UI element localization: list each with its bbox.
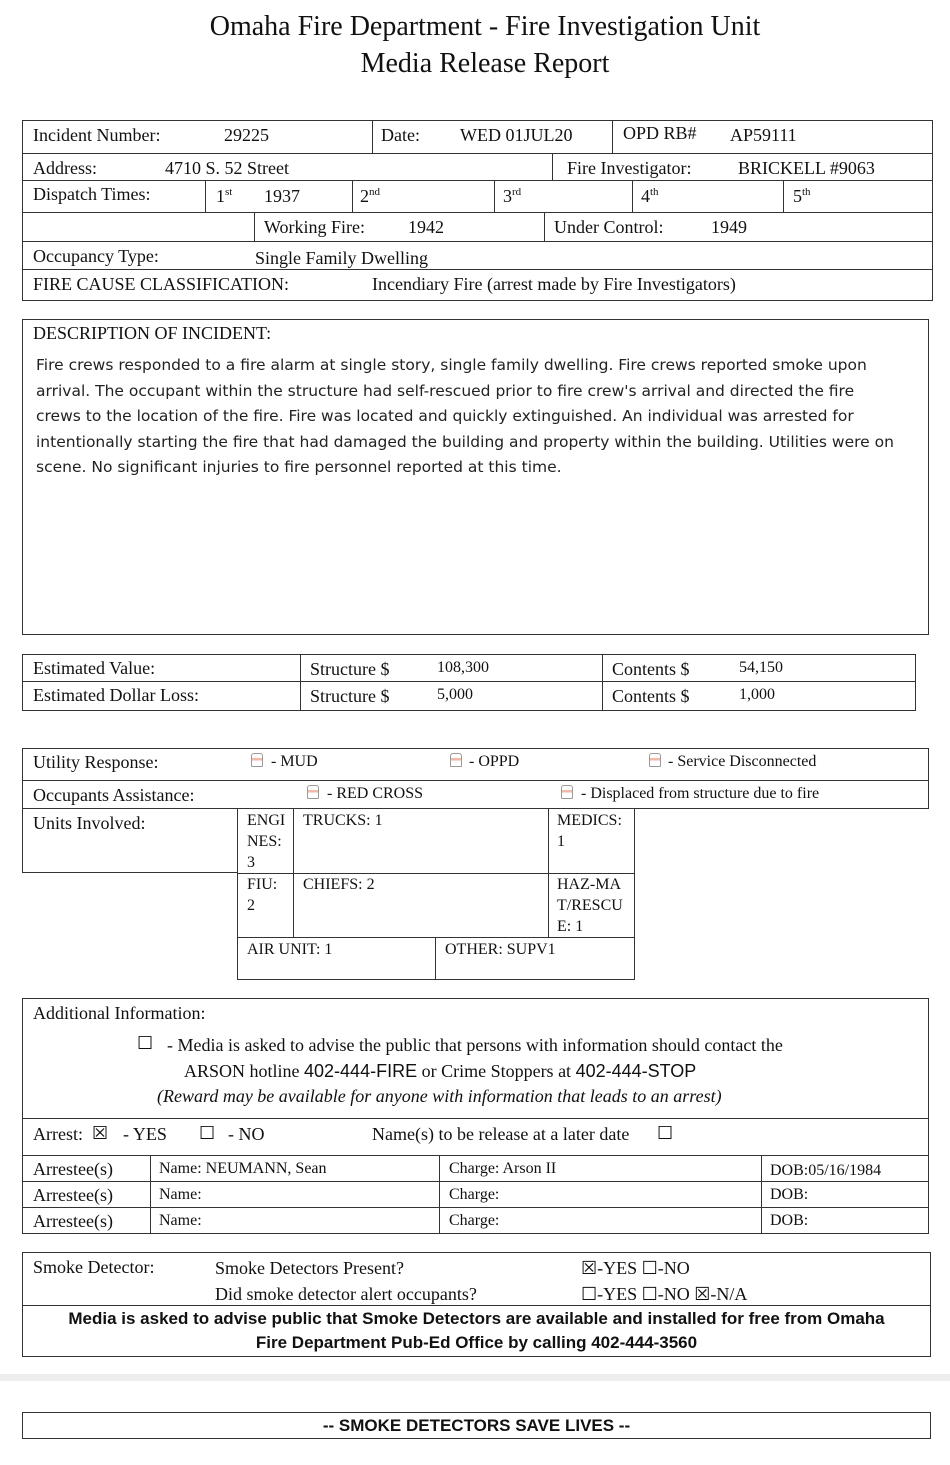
description-label: DESCRIPTION OF INCIDENT:	[33, 323, 272, 343]
detectors-present-answer[interactable]: ☒-YES ☐-NO	[581, 1258, 690, 1278]
air-unit-count: AIR UNIT: 1	[247, 941, 333, 958]
arrestee-2-dob: DOB:	[770, 1186, 809, 1203]
working-fire-label: Working Fire:	[264, 217, 366, 237]
trucks-count: TRUCKS: 1	[303, 812, 383, 829]
dispatch-4th-label: 4th	[641, 186, 659, 206]
arrestee-3-name: Name:	[159, 1212, 202, 1229]
hazmat-rescue-count: HAZ-MAT/RESCUE: 1	[557, 876, 623, 935]
oppd-checkbox-icon[interactable]	[450, 753, 462, 767]
service-disconnected-checkbox-icon[interactable]	[649, 753, 661, 767]
arrestee-3-dob: DOB:	[770, 1212, 809, 1229]
mud-option: - MUD	[271, 753, 318, 770]
arrestee-2-label: Arrestee(s)	[33, 1185, 113, 1205]
other-units: OTHER: SUPV1	[445, 941, 556, 958]
engines-count: ENGINES: 3	[247, 812, 286, 871]
additional-info-label: Additional Information:	[33, 1003, 206, 1023]
opd-rb-number: AP59111	[730, 125, 797, 145]
arrestee-2-charge: Charge:	[449, 1186, 500, 1203]
displaced-option: - Displaced from structure due to fire	[581, 785, 820, 802]
under-control-label: Under Control:	[554, 217, 664, 237]
release-later-checkbox[interactable]: ☐	[657, 1123, 674, 1144]
release-later-label: Name(s) to be release at a later date	[372, 1124, 630, 1144]
arrestee-3-charge: Charge:	[449, 1212, 500, 1229]
units-involved-label: Units Involved:	[33, 813, 146, 833]
detector-alert-question: Did smoke detector alert occupants?	[215, 1284, 477, 1304]
medics-count: MEDICS: 1	[557, 812, 622, 850]
units-label-cell	[22, 808, 238, 873]
displaced-checkbox-icon[interactable]	[561, 785, 573, 799]
smoke-detector-label: Smoke Detector:	[33, 1257, 155, 1277]
estimated-loss-label: Estimated Dollar Loss:	[33, 685, 199, 705]
dispatch-times-label: Dispatch Times:	[33, 184, 151, 204]
page-divider	[0, 1374, 950, 1381]
arrestee-1-dob: DOB:05/16/1984	[770, 1162, 882, 1179]
occupancy-label: Occupancy Type:	[33, 246, 159, 266]
arrest-yes-checkbox[interactable]: ☒	[92, 1123, 109, 1144]
service-disconnected-option: - Service Disconnected	[668, 753, 817, 770]
structure-loss: 5,000	[437, 686, 473, 703]
structure-value: 108,300	[437, 659, 489, 676]
opd-rb-label: OPD RB#	[623, 123, 697, 143]
arrest-no-checkbox[interactable]: ☐	[199, 1123, 216, 1144]
working-fire-time: 1942	[408, 217, 444, 237]
contents-loss: 1,000	[739, 686, 775, 703]
arrest-yes-label: - YES	[123, 1124, 167, 1144]
structure-loss-label: Structure $	[310, 686, 390, 706]
arrestee-1-name: Name: NEUMANN, Sean	[159, 1160, 327, 1177]
estimated-value-label: Estimated Value:	[33, 658, 156, 678]
media-advise-line1: - Media is asked to advise the public that persons with information should contact the	[167, 1035, 783, 1055]
investigator-label: Fire Investigator:	[567, 158, 692, 178]
report-title: Omaha Fire Department - Fire Investigation Unit	[209, 11, 761, 42]
dispatch-1st-time: 1937	[264, 186, 300, 206]
contents-value: 54,150	[739, 659, 783, 676]
dispatch-2nd-label: 2nd	[360, 186, 380, 206]
investigator-value: BRICKELL #9063	[738, 158, 875, 178]
contents-loss-label: Contents $	[612, 686, 690, 706]
occupancy-value: Single Family Dwelling	[255, 248, 428, 268]
media-advise-checkbox[interactable]: ☐	[137, 1033, 154, 1054]
dispatch-5th-label: 5th	[793, 186, 811, 206]
utility-response-label: Utility Response:	[33, 752, 159, 772]
mud-checkbox-icon[interactable]	[251, 753, 263, 767]
red-cross-option: - RED CROSS	[327, 785, 424, 802]
arrestee-3-label: Arrestee(s)	[33, 1211, 113, 1231]
incident-number-label: Incident Number:	[33, 125, 161, 145]
arrest-label: Arrest:	[33, 1124, 83, 1144]
occupants-assistance-label: Occupants Assistance:	[33, 785, 195, 805]
smoke-detector-notice: Media is asked to advise public that Smoke Detectors are available and installed for free from Omaha Fire Department Pub-Ed Office by calling 402-444-3560	[68, 1309, 885, 1352]
dispatch-1st-label: 1st	[216, 186, 233, 206]
structure-value-label: Structure $	[310, 659, 390, 679]
fiu-count: FIU: 2	[247, 876, 278, 914]
cause-value: Incendiary Fire (arrest made by Fire Investigators)	[372, 274, 736, 294]
chiefs-count: CHIEFS: 2	[303, 876, 375, 893]
detectors-present-question: Smoke Detectors Present?	[215, 1258, 404, 1278]
contents-value-label: Contents $	[612, 659, 690, 679]
arrestee-1-label: Arrestee(s)	[33, 1159, 113, 1179]
address-label: Address:	[33, 158, 97, 178]
oppd-option: - OPPD	[469, 753, 520, 770]
description-text: Fire crews responded to a fire alarm at single story, single family dwelling. Fire crews reported smoke upon arrival. The occupant within the structure had self-rescued prior to fire crew's arrival and directed the fire crews to the location of the fire. Fire was located and quickly extinguished. An individual was arrested for intentionally starting the fire that had damaged the building and property within the building. Utilities were on scene. No significant injuries to fire personnel reported at this time.	[36, 356, 894, 477]
report-subtitle: Media Release Report	[360, 48, 610, 79]
under-control-time: 1949	[711, 217, 747, 237]
incident-number: 29225	[224, 125, 269, 145]
date-label: Date:	[381, 125, 420, 145]
reward-note: (Reward may be available for anyone with information that leads to an arrest)	[157, 1086, 722, 1106]
arrest-no-label: - NO	[228, 1124, 265, 1144]
arrestee-2-name: Name:	[159, 1186, 202, 1203]
media-advise-line2: ARSON hotline 402-444-FIRE or Crime Stoppers at 402-444-STOP	[184, 1061, 697, 1081]
slogan-text: -- SMOKE DETECTORS SAVE LIVES --	[322, 1416, 631, 1435]
address-value: 4710 S. 52 Street	[165, 158, 289, 178]
cause-label: FIRE CAUSE CLASSIFICATION:	[33, 274, 290, 294]
detector-alert-answer[interactable]: ☐-YES ☐-NO ☒-N/A	[581, 1284, 748, 1304]
incident-date: WED 01JUL20	[460, 125, 573, 145]
arrestee-1-charge: Charge: Arson II	[449, 1160, 557, 1177]
dispatch-3rd-label: 3rd	[503, 186, 522, 206]
red-cross-checkbox-icon[interactable]	[307, 785, 319, 799]
